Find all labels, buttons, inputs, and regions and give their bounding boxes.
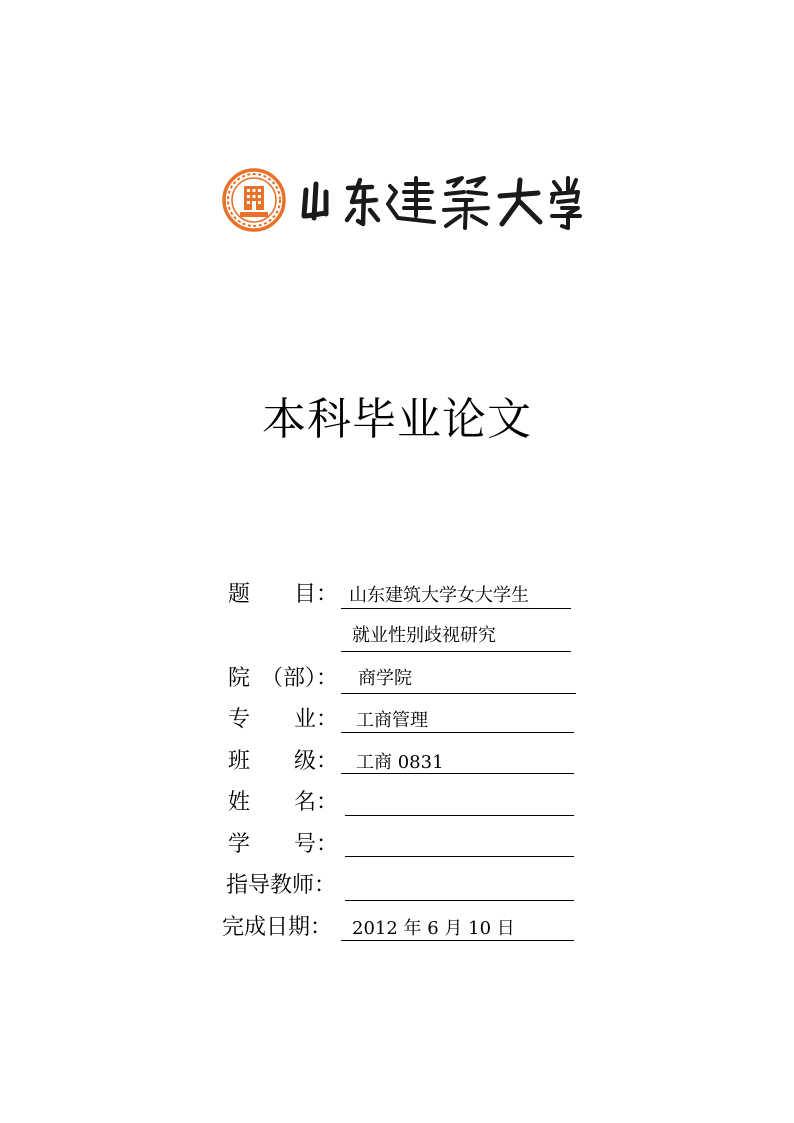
university-name-calligraphy bbox=[304, 178, 580, 228]
class-underline bbox=[341, 773, 574, 774]
topic-value-line-2: 就业性别歧视研究 bbox=[352, 625, 496, 646]
date-label: 完成日期： bbox=[222, 915, 333, 940]
topic-value-line-1: 山东建筑大学女大学生 bbox=[349, 585, 529, 606]
university-logo bbox=[222, 168, 582, 232]
major-underline bbox=[341, 732, 574, 733]
class-value: 工商 0831 bbox=[356, 752, 444, 773]
topic-label: 题 目： bbox=[228, 582, 339, 607]
student-id-underline bbox=[345, 856, 574, 857]
advisor-label: 指导教师： bbox=[226, 873, 337, 898]
department-underline bbox=[341, 693, 576, 694]
department-label: 院 （部）： bbox=[228, 666, 339, 691]
name-underline bbox=[345, 815, 574, 816]
major-label: 专 业： bbox=[228, 707, 339, 732]
topic-underline-2 bbox=[341, 651, 571, 652]
department-value: 商学院 bbox=[358, 668, 412, 689]
major-value: 工商管理 bbox=[356, 710, 428, 731]
date-underline bbox=[341, 940, 574, 941]
university-seal-icon bbox=[224, 170, 284, 230]
topic-underline-1 bbox=[341, 608, 571, 609]
date-value: 2012 年 6 月 10 日 bbox=[352, 918, 515, 939]
student-id-label: 学 号： bbox=[228, 832, 339, 857]
advisor-underline bbox=[345, 900, 574, 901]
name-label: 姓 名： bbox=[228, 790, 339, 815]
class-label: 班 级： bbox=[228, 749, 339, 774]
document-title: 本科毕业论文 bbox=[262, 394, 532, 445]
